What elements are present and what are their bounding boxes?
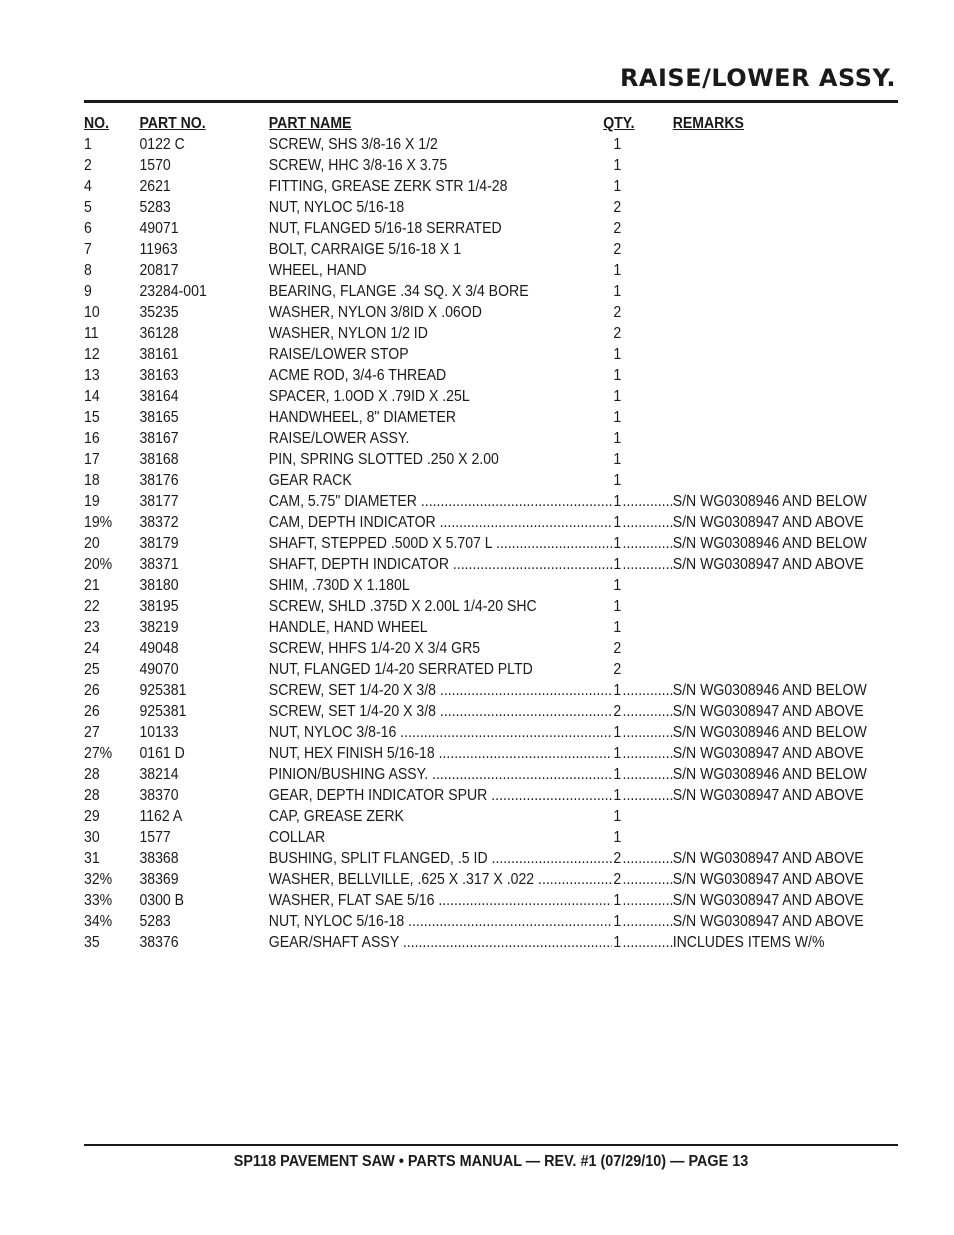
table-row [84, 449, 800, 470]
qty-leader [623, 554, 673, 575]
part-name: SCREW, SHS 3/8-16 X 1/2 [268, 136, 438, 153]
qty-leader [623, 932, 673, 953]
qty: 1 [613, 283, 622, 300]
part-no: 10133 [139, 724, 179, 741]
item-no: 20% [84, 556, 113, 573]
part-no: 38179 [139, 535, 179, 552]
part-name: CAM, DEPTH INDICATOR [268, 514, 436, 531]
part-name: WASHER, FLAT SAE 5/16 [268, 892, 435, 909]
part-no: 38219 [139, 619, 179, 636]
item-no: 26 [84, 703, 100, 720]
table-row [84, 869, 864, 890]
part-name-leader [269, 533, 612, 554]
part-no: 38370 [139, 787, 179, 804]
item-no: 23 [84, 619, 100, 636]
table-row [84, 386, 800, 407]
item-no: 28 [84, 766, 100, 783]
table-row [84, 176, 800, 197]
table-row [84, 533, 867, 554]
part-no: 0300 B [139, 892, 185, 909]
qty: 2 [613, 871, 622, 888]
item-no: 1 [84, 136, 92, 153]
table-row [84, 701, 864, 722]
part-name: BEARING, FLANGE .34 SQ. X 3/4 BORE [268, 283, 529, 300]
qty: 2 [613, 304, 622, 321]
qty: 2 [613, 661, 622, 678]
table-row [84, 890, 864, 911]
qty-leader [623, 890, 673, 911]
qty: 1 [613, 430, 622, 447]
part-name: HANDWHEEL, 8" DIAMETER [268, 409, 457, 426]
remarks: S/N WG0308947 AND ABOVE [672, 514, 864, 531]
part-name-leader [269, 722, 612, 743]
table-row [84, 344, 800, 365]
item-no: 25 [84, 661, 100, 678]
part-name: GEAR/SHAFT ASSY [268, 934, 399, 951]
table-row [84, 806, 800, 827]
part-no: 38371 [139, 556, 179, 573]
part-no: 38369 [139, 871, 179, 888]
part-name: SPACER, 1.0OD X .79ID X .25L [268, 388, 470, 405]
item-no: 17 [84, 451, 100, 468]
remarks: S/N WG0308947 AND ABOVE [672, 892, 864, 909]
remarks: S/N WG0308947 AND ABOVE [672, 745, 864, 762]
part-name: COLLAR [268, 829, 326, 846]
table-row [84, 512, 864, 533]
part-name-leader [269, 554, 612, 575]
part-no: 0122 C [139, 136, 185, 153]
table-row [84, 218, 800, 239]
table-row [84, 428, 800, 449]
item-no: 4 [84, 178, 92, 195]
table-row [84, 743, 864, 764]
table-row [84, 407, 800, 428]
remarks: S/N WG0308946 AND BELOW [672, 493, 867, 510]
item-no: 15 [84, 409, 100, 426]
item-no: 30 [84, 829, 100, 846]
part-name-leader [269, 764, 612, 785]
parts-table [84, 113, 867, 953]
item-no: 22 [84, 598, 100, 615]
table-row [84, 848, 864, 869]
part-name: NUT, FLANGED 1/4-20 SERRATED PLTD [268, 661, 533, 678]
table-row [84, 764, 867, 785]
part-name: GEAR RACK [268, 472, 352, 489]
item-no: 33% [84, 892, 113, 909]
remarks: S/N WG0308946 AND BELOW [672, 724, 867, 741]
part-name: SCREW, HHFS 1/4-20 X 3/4 GR5 [268, 640, 481, 657]
item-no: 29 [84, 808, 100, 825]
part-no: 38372 [139, 514, 179, 531]
remarks: S/N WG0308946 AND BELOW [672, 766, 867, 783]
qty: 1 [613, 577, 622, 594]
part-name: NUT, HEX FINISH 5/16-18 [268, 745, 435, 762]
part-name: WASHER, NYLON 1/2 ID [268, 325, 428, 342]
table-row [84, 575, 800, 596]
qty: 2 [613, 220, 622, 237]
part-no: 925381 [139, 682, 187, 699]
part-name: HANDLE, HAND WHEEL [268, 619, 428, 636]
qty: 1 [613, 556, 622, 573]
part-name-leader [269, 491, 612, 512]
qty: 2 [613, 703, 622, 720]
part-no: 36128 [139, 325, 179, 342]
part-name: CAP, GREASE ZERK [268, 808, 404, 825]
item-no: 24 [84, 640, 100, 657]
header-part-name: PART NAME [268, 115, 352, 132]
header-qty: QTY. [603, 115, 635, 132]
qty-leader [623, 680, 673, 701]
header-remarks: REMARKS [672, 115, 744, 132]
part-name: RAISE/LOWER STOP [268, 346, 409, 363]
part-no: 38161 [139, 346, 179, 363]
item-no: 35 [84, 934, 100, 951]
qty: 1 [613, 892, 622, 909]
table-row [84, 932, 825, 953]
item-no: 12 [84, 346, 100, 363]
qty: 2 [613, 241, 622, 258]
qty: 1 [613, 745, 622, 762]
part-name: WASHER, NYLON 3/8ID X .06OD [268, 304, 482, 321]
qty: 1 [613, 535, 622, 552]
table-row [84, 827, 800, 848]
part-no: 5283 [139, 913, 171, 930]
qty: 1 [613, 934, 622, 951]
item-no: 21 [84, 577, 100, 594]
part-name: NUT, NYLOC 5/16-18 [268, 913, 405, 930]
table-row [84, 155, 800, 176]
header-no: NO. [84, 115, 110, 132]
qty-leader [623, 911, 673, 932]
qty: 1 [613, 346, 622, 363]
qty: 1 [613, 367, 622, 384]
qty-leader [623, 743, 673, 764]
part-no: 38163 [139, 367, 179, 384]
qty-leader [623, 869, 673, 890]
qty: 1 [613, 157, 622, 174]
part-no: 38214 [139, 766, 179, 783]
item-no: 27 [84, 724, 100, 741]
item-no: 31 [84, 850, 100, 867]
part-no: 38376 [139, 934, 179, 951]
item-no: 14 [84, 388, 100, 405]
qty: 1 [613, 262, 622, 279]
table-row [84, 722, 867, 743]
part-no: 38195 [139, 598, 179, 615]
part-name-leader [269, 512, 612, 533]
qty-leader [623, 701, 673, 722]
qty: 1 [613, 808, 622, 825]
item-no: 2 [84, 157, 92, 174]
qty-leader [623, 785, 673, 806]
qty: 1 [613, 724, 622, 741]
qty: 1 [613, 493, 622, 510]
part-no: 0161 D [139, 745, 185, 762]
item-no: 16 [84, 430, 100, 447]
item-no: 34% [84, 913, 113, 930]
part-name-leader [269, 680, 612, 701]
part-name: CAM, 5.75" DIAMETER [268, 493, 417, 510]
item-no: 32% [84, 871, 113, 888]
remarks: INCLUDES ITEMS W/% [672, 934, 825, 951]
part-name: PIN, SPRING SLOTTED .250 X 2.00 [268, 451, 499, 468]
part-name: SCREW, SHLD .375D X 2.00L 1/4-20 SHC [268, 598, 537, 615]
part-no: 38176 [139, 472, 179, 489]
part-no: 2621 [139, 178, 171, 195]
part-no: 1162 A [139, 808, 183, 825]
qty-leader [623, 491, 673, 512]
item-no: 10 [84, 304, 100, 321]
part-name: ACME ROD, 3/4-6 THREAD [268, 367, 447, 384]
table-row [84, 323, 800, 344]
qty: 1 [613, 829, 622, 846]
table-row [84, 365, 800, 386]
table-row [84, 680, 867, 701]
part-name: SCREW, SET 1/4-20 X 3/8 [268, 682, 437, 699]
part-name: BUSHING, SPLIT FLANGED, .5 ID [268, 850, 488, 867]
qty: 1 [613, 409, 622, 426]
part-no: 20817 [139, 262, 179, 279]
table-row [84, 554, 864, 575]
table-row [84, 302, 800, 323]
qty: 1 [613, 766, 622, 783]
qty-leader [623, 848, 673, 869]
part-no: 1577 [139, 829, 171, 846]
page-footer: SP118 PAVEMENT SAW • PARTS MANUAL — REV. #1 (07/29/10) — PAGE 13 [233, 1153, 749, 1170]
header-part-no: PART NO. [139, 115, 206, 132]
part-name: PINION/BUSHING ASSY. [268, 766, 429, 783]
part-name: RAISE/LOWER ASSY. [268, 430, 410, 447]
part-name: NUT, NYLOC 5/16-18 [268, 199, 405, 216]
qty: 2 [613, 325, 622, 342]
table-row [84, 134, 800, 155]
table-row [84, 239, 800, 260]
item-no: 8 [84, 262, 92, 279]
qty: 1 [613, 136, 622, 153]
part-no: 49071 [139, 220, 179, 237]
part-no: 38164 [139, 388, 179, 405]
qty: 1 [613, 598, 622, 615]
table-row [84, 638, 800, 659]
part-no: 23284-001 [139, 283, 207, 300]
item-no: 19 [84, 493, 100, 510]
part-no: 49048 [139, 640, 179, 657]
qty: 2 [613, 640, 622, 657]
qty: 1 [613, 787, 622, 804]
qty-leader [623, 512, 673, 533]
remarks: S/N WG0308947 AND ABOVE [672, 871, 864, 888]
qty: 1 [613, 451, 622, 468]
part-no: 38168 [139, 451, 179, 468]
item-no: 18 [84, 472, 100, 489]
remarks: S/N WG0308947 AND ABOVE [672, 850, 864, 867]
part-name: GEAR, DEPTH INDICATOR SPUR [268, 787, 488, 804]
part-name: SHIM, .730D X 1.180L [268, 577, 410, 594]
table-row [84, 596, 800, 617]
part-name: SCREW, SET 1/4-20 X 3/8 [268, 703, 437, 720]
item-no: 13 [84, 367, 100, 384]
part-name: SCREW, HHC 3/8-16 X 3.75 [268, 157, 448, 174]
item-no: 26 [84, 682, 100, 699]
qty: 1 [613, 619, 622, 636]
table-row [84, 911, 864, 932]
table-row [84, 491, 867, 512]
qty: 1 [613, 682, 622, 699]
title-rule [84, 100, 898, 103]
qty: 1 [613, 514, 622, 531]
part-no: 11963 [139, 241, 178, 258]
remarks: S/N WG0308947 AND ABOVE [672, 787, 864, 804]
part-name: WASHER, BELLVILLE, .625 X .317 X .022 [268, 871, 535, 888]
item-no: 28 [84, 787, 100, 804]
part-name-leader [269, 848, 612, 869]
part-no: 5283 [139, 199, 171, 216]
qty-leader [623, 722, 673, 743]
part-no: 38368 [139, 850, 179, 867]
qty: 1 [613, 388, 622, 405]
qty: 1 [613, 472, 622, 489]
part-name-leader [269, 869, 612, 890]
part-name: SHAFT, DEPTH INDICATOR [268, 556, 449, 573]
table-row [84, 260, 800, 281]
table-row [84, 470, 800, 491]
part-name-leader [269, 743, 612, 764]
part-no: 35235 [139, 304, 179, 321]
part-name-leader [269, 785, 612, 806]
qty: 2 [613, 850, 622, 867]
table-row [84, 281, 800, 302]
remarks: S/N WG0308946 AND BELOW [672, 682, 867, 699]
item-no: 9 [84, 283, 92, 300]
qty: 1 [613, 178, 622, 195]
part-name: NUT, NYLOC 3/8-16 [268, 724, 397, 741]
qty-leader [623, 764, 673, 785]
part-name: NUT, FLANGED 5/16-18 SERRATED [268, 220, 502, 237]
part-name-leader [269, 701, 612, 722]
footer-rule [84, 1144, 898, 1146]
part-name: BOLT, CARRAIGE 5/16-18 X 1 [268, 241, 462, 258]
part-no: 38165 [139, 409, 179, 426]
part-no: 49070 [139, 661, 179, 678]
part-no: 1570 [139, 157, 171, 174]
part-name: WHEEL, HAND [268, 262, 367, 279]
table-row [84, 659, 800, 680]
item-no: 7 [84, 241, 92, 258]
item-no: 6 [84, 220, 92, 237]
table-row [84, 617, 800, 638]
part-no: 38177 [139, 493, 179, 510]
item-no: 19% [84, 514, 113, 531]
table-row [84, 785, 864, 806]
part-no: 925381 [139, 703, 187, 720]
qty-leader [623, 533, 673, 554]
part-no: 38167 [139, 430, 179, 447]
item-no: 20 [84, 535, 100, 552]
qty: 2 [613, 199, 622, 216]
remarks: S/N WG0308947 AND ABOVE [672, 913, 864, 930]
table-row [84, 197, 800, 218]
remarks: S/N WG0308946 AND BELOW [672, 535, 867, 552]
part-no: 38180 [139, 577, 179, 594]
part-name-leader [269, 890, 612, 911]
item-no: 11 [84, 325, 99, 342]
remarks: S/N WG0308947 AND ABOVE [672, 556, 864, 573]
table-body [84, 134, 867, 953]
item-no: 5 [84, 199, 92, 216]
table-header [84, 113, 800, 134]
qty: 1 [613, 913, 622, 930]
part-name-leader [269, 911, 612, 932]
page-title: RAISE/LOWER ASSY. [619, 64, 896, 92]
part-name-leader [269, 932, 612, 953]
item-no: 27% [84, 745, 113, 762]
part-name: SHAFT, STEPPED .500D X 5.707 L [268, 535, 493, 552]
remarks: S/N WG0308947 AND ABOVE [672, 703, 864, 720]
part-name: FITTING, GREASE ZERK STR 1/4-28 [268, 178, 508, 195]
